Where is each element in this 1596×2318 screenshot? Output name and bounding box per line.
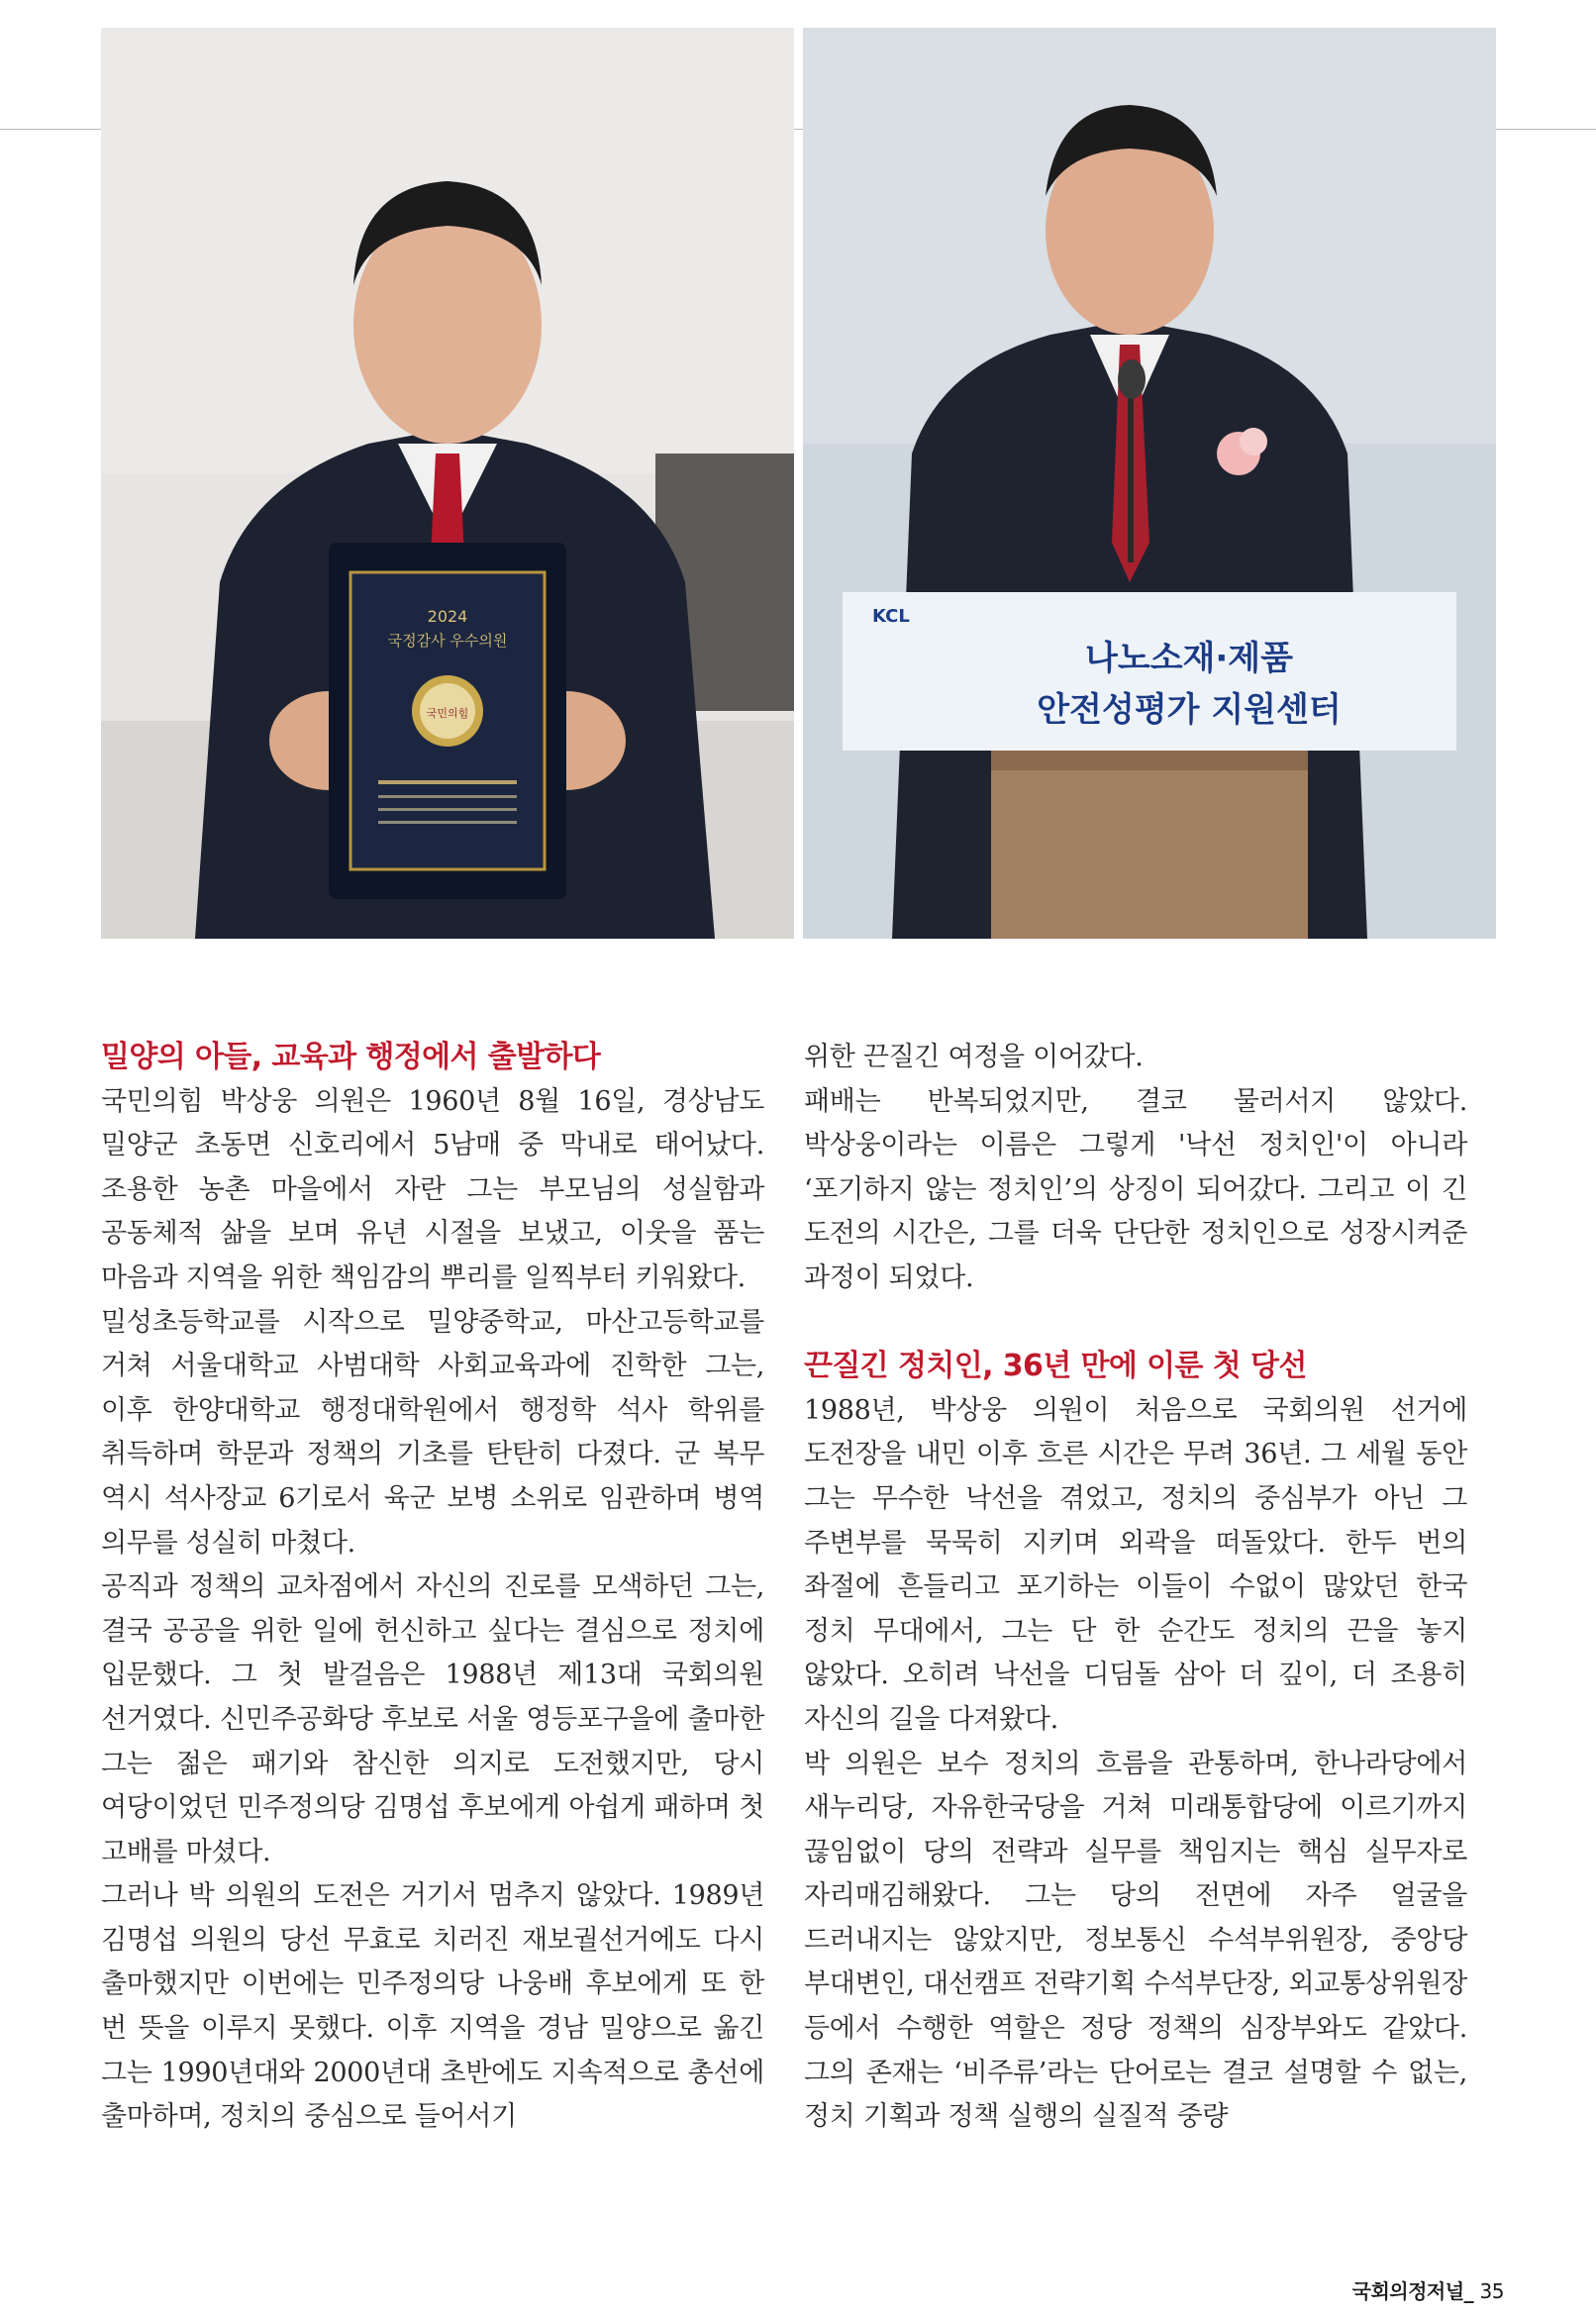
section2-paragraph: 박 의원은 보수 정치의 흐름을 관통하며, 한나라당에서 새누리당, 자유한국당을 거쳐 미래통합당에 이르기까지 끊임없이 당의 전략과 실무를 책임지는 핵심 실무자로 자리매김해왔다. 그는 당의 전면에 자주 얼굴을 드러내지는 않았지만, 정보통신 수석부위원장, 중앙당 부대변인, 대선캠프 전략기획 수석부단장, 외교통상위원장 등에서 수행한 역할은 정당 정책의 심장부와도 같았다. 그의 존재는 ‘비주류’라는 단어로는 결코 설명할 수 없는, 정치 기획과 정책 실행의 실질적 중량	[804, 1748, 1467, 2133]
sign-line-2: 안전성평가 지원센터	[1037, 690, 1342, 730]
photo-podium	[803, 28, 1496, 939]
page-footer	[1352, 2275, 1504, 2304]
section1-heading: 밀양의 아들, 교육과 행정에서 출발하다	[101, 1040, 601, 1074]
section2-paragraph: 1988년, 박상웅 의원이 처음으로 국회의원 선거에 도전장을 내민 이후 흐른 시간은 무려 36년. 그 세월 동안 그는 무수한 낙선을 겪었고, 정치의 중심부가 아닌 그 주변부를 묵묵히 지키며 외곽을 떠돌았다. 한두 번의 좌절에 흔들리고 포기하는 이들이 수없이 많았던 한국 정치 무대에서, 그는 단 한 순간도 정치의 끈을 놓지 않았다. 오히려 낙선을 디딤돌 삼아 더 깊이, 더 조용히 자신의 길을 다져왔다.	[804, 1394, 1467, 1735]
plaque-year: 2024	[427, 607, 468, 626]
section1-paragraph: 공직과 정책의 교차점에서 자신의 진로를 모색하던 그는, 결국 공공을 위한 일에 헌신하고 싶다는 결심으로 정치에 입문했다. 그 첫 발걸음은 1988년 제13대 국회의원 선거였다. 신민주공화당 후보로 서울 영등포구을에 출마한 그는 젊은 패기와 참신한 의지로 도전했지만, 당시 여당이었던 민주정의당 김명섭 후보에게 아쉽게 패하며 첫 고배를 마셨다.	[101, 1571, 764, 1867]
section1-continued-paragraph: 위한 끈질긴 여정을 이어갔다.	[804, 1042, 1144, 1072]
plaque-badge: 국민의힘	[426, 707, 469, 720]
section1-continued-paragraph: 패배는 반복되었지만, 결코 물러서지 않았다. 박상웅이라는 이름은 그렇게 '낙선 정치인'이 아니라 ‘포기하지 않는 정치인’의 상징이 되어갔다. 그리고 이 긴 도전의 시간은, 그를 더욱 단단한 정치인으로 성장시켜준 과정이 되었다.	[804, 1085, 1467, 1293]
section2-heading: 끈질긴 정치인, 36년 만에 이룬 첫 당선	[804, 1349, 1307, 1384]
section1-paragraph: 밀성초등학교를 시작으로 밀양중학교, 마산고등학교를 거쳐 서울대학교 사범대학 사회교육과에 진학한 그는, 이후 한양대학교 행정대학원에서 행정학 석사 학위를 취득하며 학문과 정책의 기초를 탄탄히 다졌다. 군 복무 역시 석사장교 6기로서 육군 보병 소위로 임관하며 병역 의무를 성실히 마쳤다.	[101, 1306, 764, 1559]
section-spacer	[804, 1301, 1467, 1346]
page-number: 35	[1479, 2279, 1504, 2303]
section1-paragraph: 그러나 박 의원의 도전은 거기서 멈추지 않았다. 1989년 김명섭 의원의 당선 무효로 치러진 재보궐선거에도 다시 출마했지만 이번에는 민주정의당 나웅배 후보에게 또 한 번 뜻을 이루지 못했다. 이후 지역을 경남 밀양으로 옮긴 그는 1990년대와 2000년대 초반에도 지속적으로 총선에 출마하며, 정치의 중심으로 들어서기	[101, 1880, 764, 2133]
plaque-title: 국정감사 우수의원	[387, 632, 508, 650]
sign-logo: KCL	[872, 606, 910, 627]
photo-plaque	[101, 28, 794, 939]
magazine-name: 국회의정저널_	[1351, 2279, 1474, 2303]
sign-line-1: 나노소재·제품	[1085, 639, 1293, 678]
article-column-right	[804, 1036, 1467, 2140]
article-column-left	[101, 1036, 764, 2140]
section1-paragraph: 국민의힘 박상웅 의원은 1960년 8월 16일, 경상남도 밀양군 초동면 신호리에서 5남매 중 막내로 태어났다. 조용한 농촌 마을에서 자란 그는 부모님의 성실함과 공동체적 삶을 보며 유년 시절을 보냈고, 이웃을 품는 마음과 지역을 위한 책임감의 뿌리를 일찍부터 키워왔다.	[101, 1085, 764, 1293]
